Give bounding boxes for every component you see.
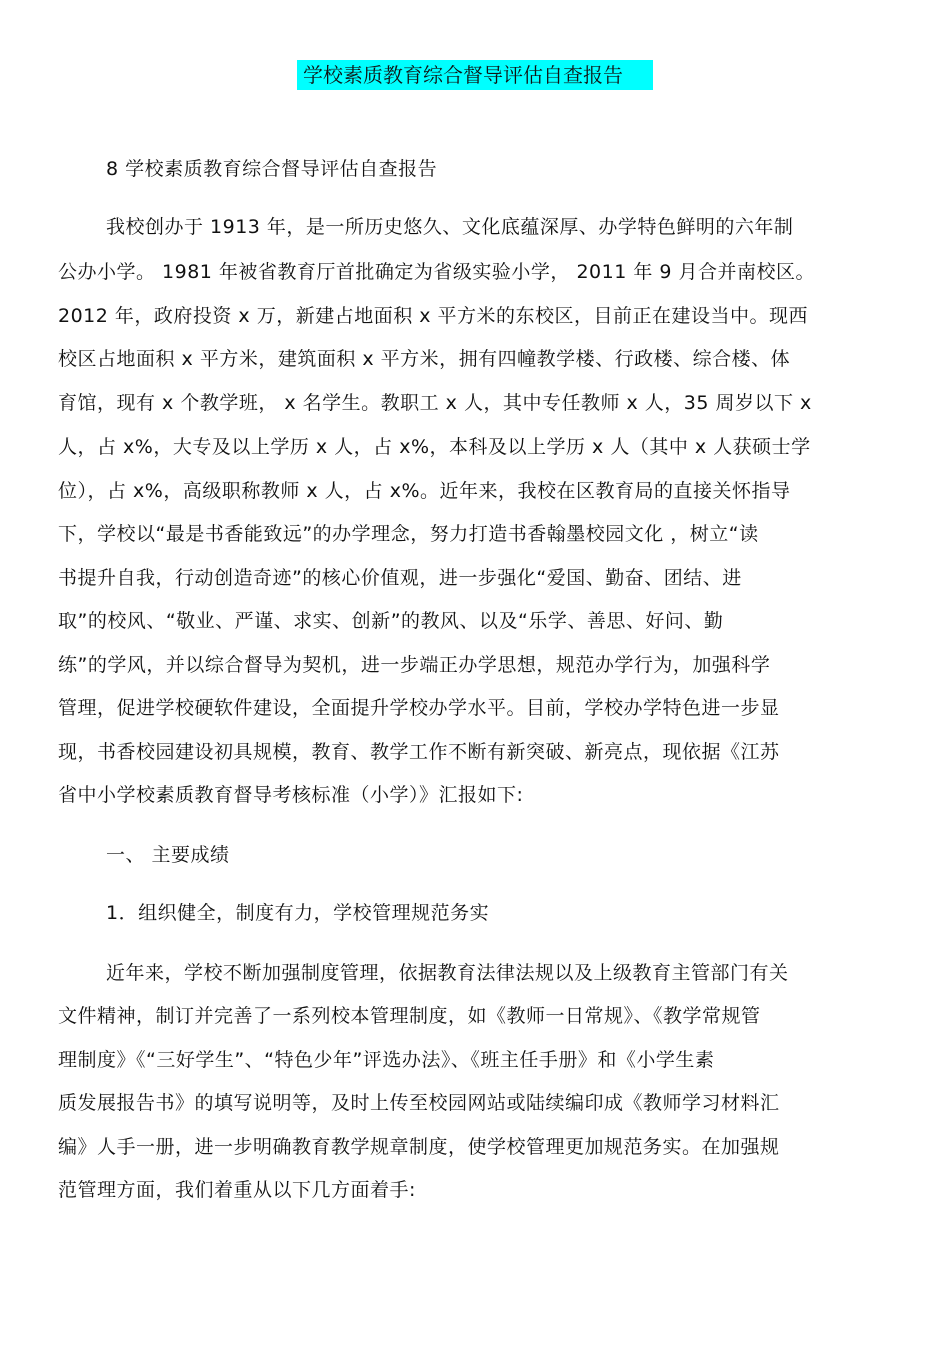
subtitle: 8 学校素质教育综合督导评估自查报告 <box>106 158 438 180</box>
para1-line: 育馆，现有 x 个教学班， x 名学生。教职工 x 人，其中专任教师 x 人，35 周岁以下 x <box>58 392 812 414</box>
para2-line: 理制度》《“三好学生”、“特色少年”评选办法》、《班主任手册》和《小学生素 <box>58 1049 715 1071</box>
para2-line: 范管理方面，我们着重从以下几方面着手: <box>58 1179 416 1201</box>
para1-line: 省中小学校素质教育督导考核标准（小学）》汇报如下: <box>58 784 524 806</box>
item-heading: 1．组织健全，制度有力，学校管理规范务实 <box>106 902 490 924</box>
para2-line: 质发展报告书》的填写说明等，及时上传至校园网站或陆续编印成《教师学习材料汇 <box>58 1092 780 1114</box>
para1-line: 管理，促进学校硬软件建设，全面提升学校办学水平。目前，学校办学特色进一步显 <box>58 697 780 719</box>
para1-line: 现，书香校园建设初具规模，教育、教学工作不断有新突破、新亮点，现依据《江苏 <box>58 741 780 763</box>
para1-line: 位），占 x%，高级职称教师 x 人，占 x%。近年来，我校在区教育局的直接关怀指导 <box>58 480 791 502</box>
para1-line: 书提升自我，行动创造奇迹”的核心价值观，进一步强化“爱国、勤奋、团结、进 <box>58 567 742 589</box>
para1-line: 校区占地面积 x 平方米，建筑面积 x 平方米，拥有四幢教学楼、行政楼、综合楼、体 <box>58 348 791 370</box>
title-wrapper <box>0 60 950 90</box>
para1-line: 下，学校以“最是书香能致远”的办学理念，努力打造书香翰墨校园文化 ，树立“读 <box>58 523 759 545</box>
para1-line: 取”的校风、“敬业、严谨、求实、创新”的教风、以及“乐学、善思、好问、勤 <box>58 610 724 632</box>
para2-line: 近年来，学校不断加强制度管理，依据教育法律法规以及上级教育主管部门有关 <box>106 962 789 984</box>
para1-line: 我校创办于 1913 年，是一所历史悠久、文化底蕴深厚、办学特色鲜明的六年制 <box>106 216 794 238</box>
para2-line: 编》人手一册，进一步明确教育教学规章制度，使学校管理更加规范务实。在加强规 <box>58 1136 780 1158</box>
para2-line: 文件精神，制订并完善了一系列校本管理制度，如《教师一日常规》、《教学常规管 <box>58 1005 761 1027</box>
section-heading: 一、 主要成绩 <box>106 844 230 866</box>
para1-line: 人，占 x%，大专及以上学历 x 人，占 x%，本科及以上学历 x 人（其中 x 人获硕士学 <box>58 436 811 458</box>
document-title: 学校素质教育综合督导评估自查报告 <box>297 60 653 90</box>
para1-line: 2012 年，政府投资 x 万，新建占地面积 x 平方米的东校区，目前正在建设当中。现西 <box>58 305 809 327</box>
para1-line: 练”的学风，并以综合督导为契机，进一步端正办学思想，规范办学行为，加强科学 <box>58 654 771 676</box>
para1-line: 公办小学。 1981 年被省教育厅首批确定为省级实验小学， 2011 年 9 月合并南校区。 <box>58 261 816 283</box>
